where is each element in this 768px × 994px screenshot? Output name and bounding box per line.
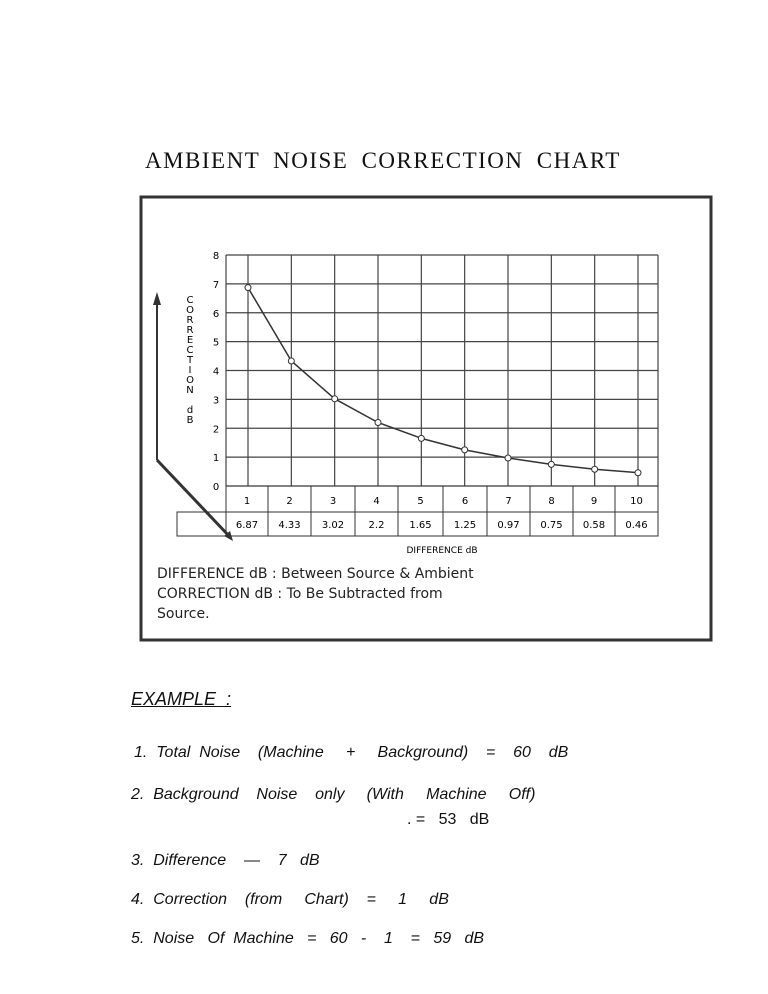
example-line-3: 3. Difference — 7 dB — [131, 852, 320, 869]
y-axis-label-char: T — [186, 355, 194, 366]
y-tick-label: 3 — [212, 395, 220, 407]
value-label: 2.2 — [368, 520, 385, 531]
y-axis-label-char: O — [186, 305, 194, 316]
example-line-2b: . = 53 dB — [407, 811, 490, 828]
x-tick-label: 9 — [590, 496, 598, 507]
x-tick-label: 3 — [329, 496, 337, 507]
y-tick-label: 5 — [212, 337, 220, 349]
y-tick-label: 2 — [212, 424, 220, 436]
x-tick-label: 2 — [286, 496, 293, 507]
data-point — [332, 396, 338, 402]
x-tick-label: 1 — [243, 496, 251, 507]
x-tick-label: 6 — [461, 496, 469, 507]
example-line-2: 2. Background Noise only (With Machine Off) — [131, 786, 536, 803]
y-axis-label-char: R — [186, 325, 194, 336]
note-source: Source. — [157, 606, 210, 622]
y-axis-label-char: N — [186, 385, 194, 396]
value-label: 3.02 — [321, 520, 345, 531]
x-axis-label: DIFFERENCE dB — [406, 546, 478, 556]
data-point — [505, 455, 511, 461]
value-label: 1.65 — [409, 520, 432, 531]
y-axis-label-char: d — [186, 405, 194, 416]
y-tick-label: 0 — [212, 482, 220, 493]
example-line-5: 5. Noise Of Machine = 60 - 1 = 59 dB — [131, 930, 485, 947]
y-axis-label-char: O — [186, 375, 194, 386]
y-tick-label: 6 — [212, 308, 220, 320]
y-axis-label-char: I — [188, 365, 192, 376]
y-axis-label-char: C — [186, 295, 194, 306]
x-tick-label: 5 — [417, 496, 424, 507]
x-tick-label: 8 — [548, 496, 555, 507]
series-line — [248, 288, 638, 473]
y-axis-label-char: R — [186, 315, 194, 326]
chart-title: AMBIENT NOISE CORRECTION CHART — [145, 148, 621, 173]
x-tick-label: 7 — [505, 496, 512, 507]
value-label: 0.46 — [625, 520, 648, 531]
value-label: 1.25 — [453, 520, 477, 531]
data-point — [548, 461, 554, 467]
y-axis-label-char: B — [186, 415, 194, 426]
note-correction: CORRECTION dB : To Be Subtracted from — [157, 586, 443, 602]
example-line-4: 4. Correction (from Chart) = 1 dB — [131, 891, 449, 908]
y-axis-label-char: E — [186, 335, 194, 346]
data-point — [635, 470, 641, 476]
data-point — [592, 466, 598, 472]
data-point — [288, 358, 294, 364]
example-heading: EXAMPLE : — [131, 689, 232, 709]
x-tick-label: 10 — [630, 496, 643, 507]
y-tick-label: 1 — [212, 453, 220, 465]
value-label: 0.97 — [497, 520, 520, 531]
x-arrow — [157, 460, 230, 537]
value-label: 6.87 — [235, 520, 259, 531]
value-label: 0.75 — [540, 520, 563, 531]
value-label: 0.58 — [582, 520, 606, 531]
y-tick-label: 4 — [212, 366, 220, 378]
y-tick-label: 8 — [212, 251, 220, 262]
data-point — [375, 419, 381, 425]
data-point — [245, 285, 251, 291]
y-arrowhead — [153, 292, 161, 305]
y-tick-label: 7 — [212, 279, 220, 291]
data-point — [462, 447, 468, 453]
data-point — [418, 435, 424, 441]
x-tick-label: 4 — [373, 496, 380, 507]
note-difference: DIFFERENCE dB : Between Source & Ambient — [157, 566, 474, 582]
value-label: 4.33 — [278, 520, 301, 531]
y-axis-label-char: C — [186, 345, 194, 356]
example-line-1: 1. Total Noise (Machine + Background) = 60 dB — [134, 744, 569, 761]
